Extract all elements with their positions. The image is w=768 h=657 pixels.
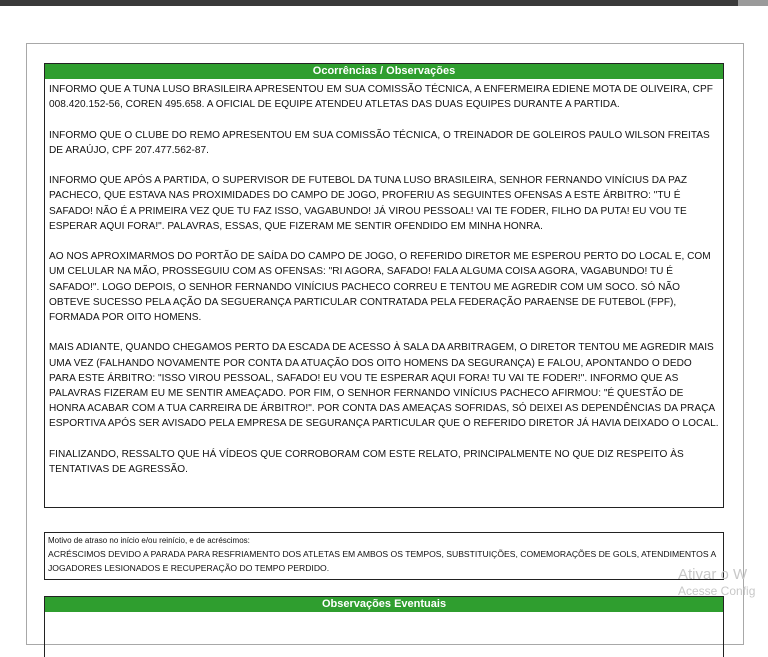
occurrence-paragraph: INFORMO QUE O CLUBE DO REMO APRESENTOU EM SUA COMISSÃO TÉCNICA, O TREINADOR DE GOLEIROS PAULO WILSON FREITAS DE ARAÚJO, CPF 207.477.562-87. bbox=[49, 129, 710, 156]
occurrence-paragraph: FINALIZANDO, RESSALTO QUE HÁ VÍDEOS QUE CORROBORAM COM ESTE RELATO, PRINCIPALMENTE NO QUE DIZ RESPEITO ÀS TENTATIVAS DE AGRESSÃO. bbox=[49, 448, 684, 475]
occurrence-paragraph: MAIS ADIANTE, QUANDO CHEGAMOS PERTO DA ESCADA DE ACESSO À SALA DA ARBITRAGEM, O DIRETOR TENTOU ME AGREDIR MAIS UMA VEZ (FALHANDO NOVAMENTE POR CONTA DA ATUAÇÃO DOS OITO HOMENS DA SEGURANÇA) E FALOU, APONTANDO O DEDO PARA ESTE ÁRBITRO: "ISSO VIROU PESSOAL, SAFADO! EU VOU TE ESPERAR AQUI FORA! TU VAI TE FODER!". INFORMO QUE AS PALAVRAS FIZERAM EU ME SENTIR AMEAÇADO. POR FIM, O SENHOR FERNANDO VINÍCIUS PACHECO AFIRMOU: "É QUESTÃO DE HONRA ACABAR COM A TUA CARREIRA DE ÁRBITRO!". POR CONTA DAS AMEAÇAS SOFRIDAS, SÓ DEIXEI AS DEPENDÊNCIAS DA PRAÇA ESPORTIVA APÓS SER AVISADO PELA EMPRESA DE SEGURANÇA PARTICULAR QUE O REFERIDO DIRETOR JÁ HAVIA DEIXADO O LOCAL. bbox=[49, 342, 719, 430]
document-page bbox=[26, 43, 744, 645]
eventual-observations-title: Observações Eventuais bbox=[45, 597, 723, 612]
occurrences-body bbox=[45, 79, 723, 477]
watermark-line-2: Acesse Config bbox=[678, 584, 756, 598]
occurrences-title: Ocorrências / Observações bbox=[45, 64, 723, 79]
windows-activation-watermark bbox=[678, 566, 755, 598]
delay-reason-text: ACRÉSCIMOS DEVIDO A PARADA PARA RESFRIAMENTO DOS ATLETAS EM AMBOS OS TEMPOS, SUBSTITUIÇÕES, COMEMORAÇÕES DE GOLS, ATENDIMENTOS A JOGADORES LESIONADOS E RECUPERAÇÃO DO TEMPO PERDIDO. bbox=[48, 549, 716, 573]
top-bar-edge bbox=[738, 0, 768, 6]
eventual-observations-section bbox=[44, 596, 724, 657]
occurrence-paragraph: INFORMO QUE APÓS A PARTIDA, O SUPERVISOR DE FUTEBOL DA TUNA LUSO BRASILEIRA, SENHOR FERNANDO VINÍCIUS DA PAZ PACHECO, QUE ESTAVA NAS PROXIMIDADES DO CAMPO DE JOGO, PROFERIU AS SEGUINTES OFENSAS A ESTE ÁRBITRO: "TU É SAFADO! NÃO É A PRIMEIRA VEZ QUE TU FAZ ISSO, VAGABUNDO! JÁ VIROU PESSOAL! VAI TE FODER, FILHO DA PUTA! EU VOU TE ESPERAR AQUI FORA!". PALAVRAS, ESSAS, QUE FIZERAM ME SENTIR OFENDIDO EM MINHA HONRA. bbox=[49, 175, 688, 232]
delay-reason-label: Motivo de atraso no início e/ou reinício, e de acréscimos: bbox=[48, 536, 250, 545]
watermark-line-1: Ativar o W bbox=[678, 566, 748, 583]
viewer-top-bar bbox=[0, 0, 768, 6]
occurrence-paragraph: AO NOS APROXIMARMOS DO PORTÃO DE SAÍDA DO CAMPO DE JOGO, O REFERIDO DIRETOR ME ESPEROU PERTO DO LOCAL E, COM UM CELULAR NA MÃO, PROSSEGUIU COM AS OFENSAS: "RI AGORA, SAFADO! FALA ALGUMA COISA AGORA, VAGABUNDO! TU É SAFADO!". LOGO DEPOIS, O SENHOR FERNANDO VINÍCIUS PACHECO CORREU E TENTOU ME AGREDIR COM UM SOCO. SÓ NÃO OBTEVE SUCESSO PELA AÇÃO DA SEGUERANÇA PARTICULAR CONTRATADA PELA FEDERAÇÃO PARAENSE DE FUTEBOL (FPF), FORMADA POR OITO HOMENS. bbox=[49, 251, 711, 323]
delay-reason-section bbox=[44, 532, 724, 580]
occurrences-section bbox=[44, 63, 724, 508]
occurrence-paragraph: INFORMO QUE A TUNA LUSO BRASILEIRA APRESENTOU EM SUA COMISSÃO TÉCNICA, A ENFERMEIRA EDIENE MOTA DE OLIVEIRA, CPF 008.420.152-56, COREN 495.658. A OFICIAL DE EQUIPE ATENDEU ATLETAS DAS DUAS EQUIPES DURANTE A PARTIDA. bbox=[49, 84, 713, 111]
